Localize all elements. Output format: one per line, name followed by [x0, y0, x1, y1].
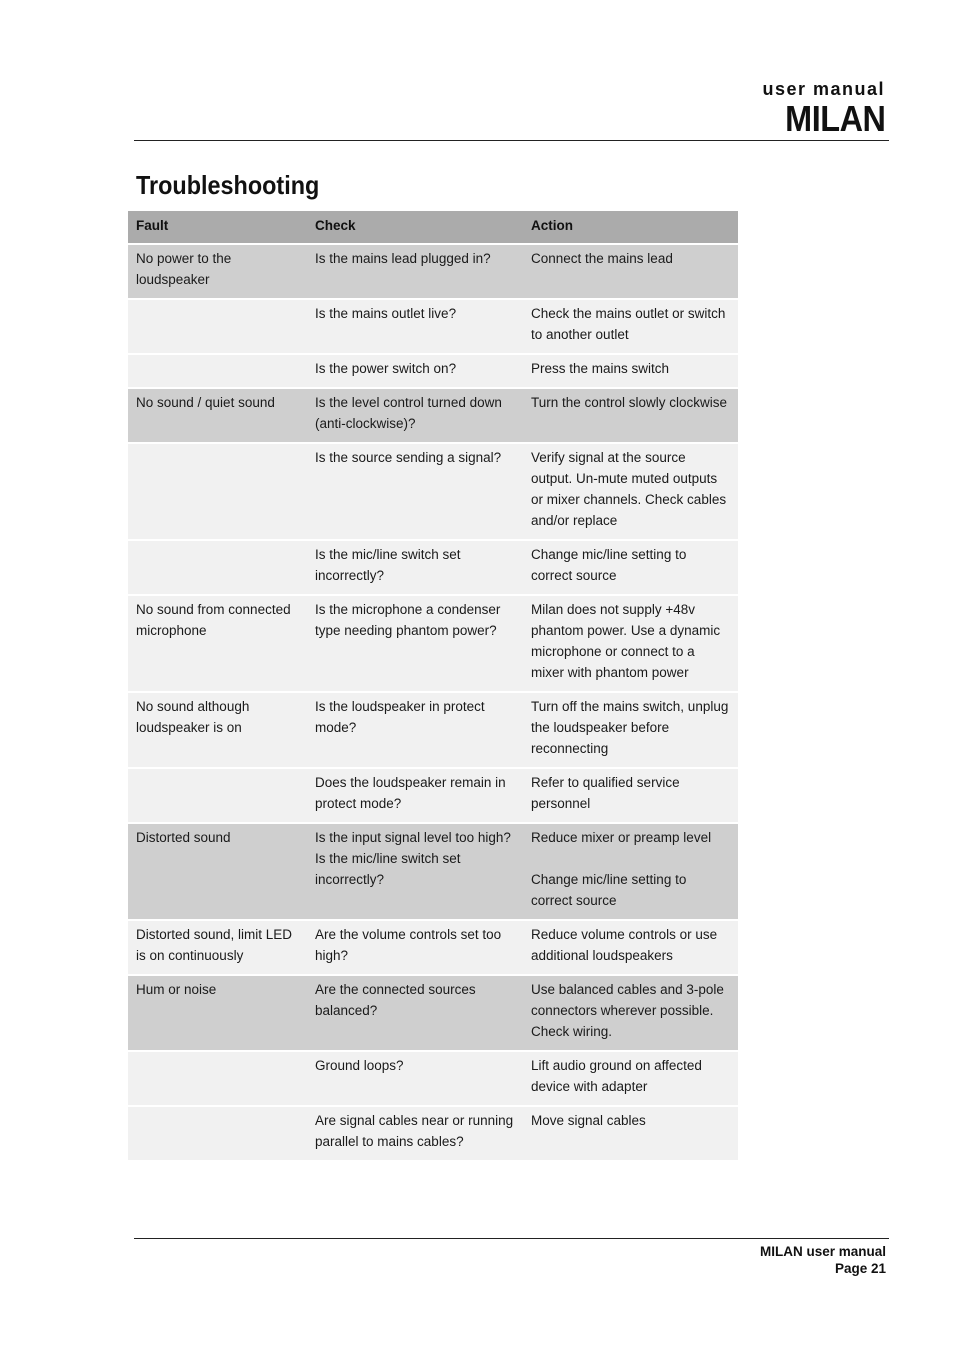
check-cell: Is the source sending a signal? — [307, 443, 523, 540]
action-cell: Verify signal at the source output. Un-mute muted outputs or mixer channels. Check cables and/or replace — [523, 443, 738, 540]
check-cell: Ground loops? — [307, 1051, 523, 1106]
fault-cell: No sound from connected microphone — [128, 595, 307, 692]
fault-cell: No sound although loudspeaker is on — [128, 692, 307, 768]
footer-rule — [134, 1238, 889, 1239]
page-title: Troubleshooting — [136, 170, 320, 200]
check-cell: Does the loudspeaker remain in protect mode? — [307, 768, 523, 823]
header-product-name: MILAN — [784, 98, 885, 139]
table-row — [128, 388, 738, 443]
check-cell: Is the mains lead plugged in? — [307, 244, 523, 299]
table-row — [128, 244, 738, 299]
action-cell: Turn the control slowly clockwise — [523, 388, 738, 443]
action-cell: Refer to qualified service personnel — [523, 768, 738, 823]
table-row — [128, 595, 738, 692]
table-row — [128, 1051, 738, 1106]
fault-cell — [128, 354, 307, 388]
check-text: Is the input signal level too high? — [315, 830, 511, 845]
check-cell: Is the level control turned down (anti-clockwise)? — [307, 388, 523, 443]
fault-cell — [128, 299, 307, 354]
troubleshooting-table — [128, 211, 738, 1160]
action-cell: Check the mains outlet or switch to another outlet — [523, 299, 738, 354]
action-cell: Milan does not supply +48v phantom power. Use a dynamic microphone or connect to a mixer with phantom power — [523, 595, 738, 692]
column-header-fault: Fault — [128, 211, 307, 244]
column-header-action: Action — [523, 211, 738, 244]
check-cell: Is the power switch on? — [307, 354, 523, 388]
action-cell: Turn off the mains switch, unplug the loudspeaker before reconnecting — [523, 692, 738, 768]
table-row — [128, 443, 738, 540]
table-body — [128, 244, 738, 1160]
fault-cell — [128, 1051, 307, 1106]
fault-cell: No power to the loudspeaker — [128, 244, 307, 299]
check-cell — [307, 823, 523, 920]
fault-cell: Distorted sound — [128, 823, 307, 920]
table-row — [128, 299, 738, 354]
fault-cell — [128, 540, 307, 595]
fault-cell — [128, 443, 307, 540]
fault-cell — [128, 768, 307, 823]
header-subtitle: user manual — [762, 79, 885, 99]
check-text-secondary: Is the mic/line switch set incorrectly? — [315, 851, 461, 887]
fault-cell: Hum or noise — [128, 975, 307, 1051]
action-cell: Connect the mains lead — [523, 244, 738, 299]
spacer — [531, 848, 730, 869]
action-cell: Press the mains switch — [523, 354, 738, 388]
table-header-row — [128, 211, 738, 244]
fault-cell — [128, 1106, 307, 1160]
fault-cell: Distorted sound, limit LED is on continuously — [128, 920, 307, 975]
action-text-secondary: Change mic/line setting to correct source — [531, 872, 687, 908]
table-row — [128, 1106, 738, 1160]
check-cell: Is the mic/line switch set incorrectly? — [307, 540, 523, 595]
check-cell: Are signal cables near or running parallel to mains cables? — [307, 1106, 523, 1160]
action-text: Reduce mixer or preamp level — [531, 830, 712, 845]
check-cell: Is the microphone a condenser type needing phantom power? — [307, 595, 523, 692]
check-cell: Are the volume controls set too high? — [307, 920, 523, 975]
footer-document-name: MILAN user manual — [759, 1244, 886, 1259]
table-row — [128, 540, 738, 595]
header-rule — [134, 140, 889, 141]
table-row — [128, 768, 738, 823]
footer-page-number: Page 21 — [834, 1261, 886, 1276]
column-header-check: Check — [307, 211, 523, 244]
action-cell: Lift audio ground on affected device with adapter — [523, 1051, 738, 1106]
action-cell: Change mic/line setting to correct source — [523, 540, 738, 595]
table-row — [128, 692, 738, 768]
check-cell: Is the mains outlet live? — [307, 299, 523, 354]
check-cell: Are the connected sources balanced? — [307, 975, 523, 1051]
action-cell — [523, 823, 738, 920]
table-row — [128, 354, 738, 388]
table-row — [128, 823, 738, 920]
fault-cell: No sound / quiet sound — [128, 388, 307, 443]
action-cell: Move signal cables — [523, 1106, 738, 1160]
check-cell: Is the loudspeaker in protect mode? — [307, 692, 523, 768]
action-cell: Use balanced cables and 3-pole connectors wherever possible. Check wiring. — [523, 975, 738, 1051]
table-row — [128, 920, 738, 975]
table-row — [128, 975, 738, 1051]
action-cell: Reduce volume controls or use additional loudspeakers — [523, 920, 738, 975]
